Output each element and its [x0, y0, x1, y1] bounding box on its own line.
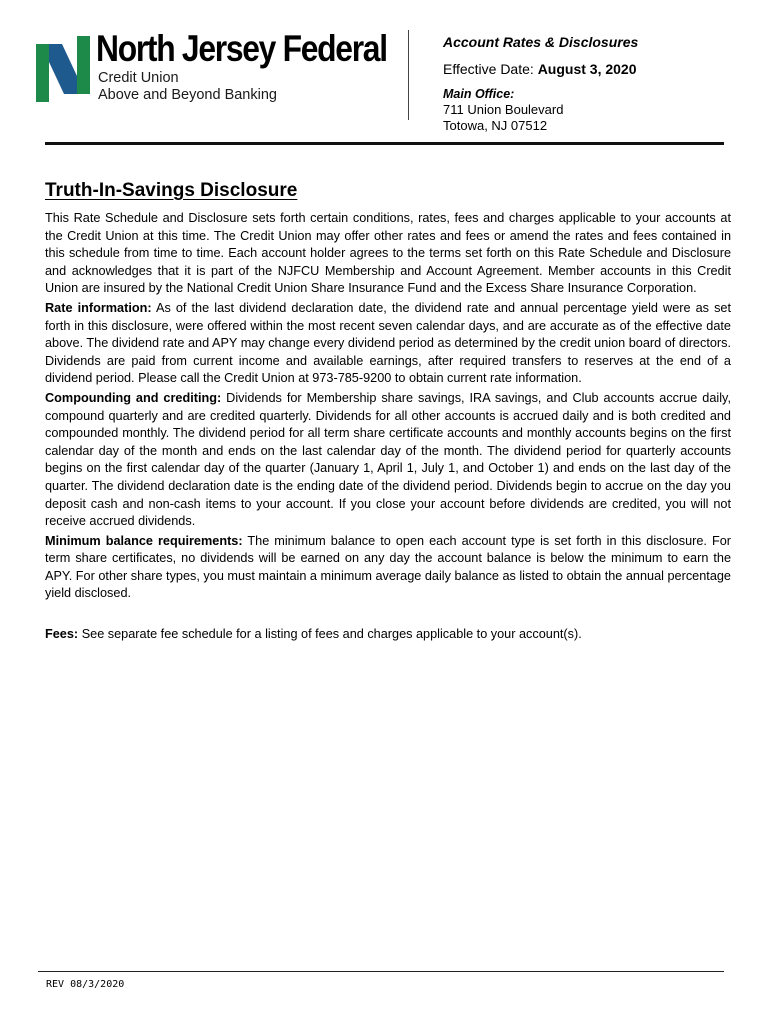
footer-rule: [38, 971, 724, 972]
doc-title: Account Rates & Disclosures: [443, 34, 639, 50]
header-info: [443, 33, 743, 134]
header-rule: [45, 142, 724, 145]
njfcu-logo-icon: [36, 36, 90, 102]
effective-date-value: August 3, 2020: [537, 61, 637, 77]
effective-date-line: [443, 60, 743, 78]
main-office-label: Main Office:: [443, 87, 515, 101]
disclosure-body: [45, 210, 731, 644]
logo-left-bar: [36, 44, 49, 102]
section-compounding: [45, 390, 731, 531]
logo-right-bar: [77, 36, 90, 94]
brand-tagline: Above and Beyond Banking: [98, 87, 277, 103]
section-text: See separate fee schedule for a listing of fees and charges applicable to your account(s).: [81, 627, 582, 642]
header-divider: [408, 30, 409, 120]
section-heading: Minimum balance requirements:: [45, 533, 243, 548]
brand-logo: [36, 28, 396, 106]
page-title: Truth-In-Savings Disclosure: [45, 180, 298, 201]
brand-name: North Jersey Federal: [96, 28, 387, 69]
section-heading: Fees:: [45, 627, 79, 642]
address-line-1: 711 Union Boulevard: [443, 102, 564, 117]
address-line-2: Totowa, NJ 07512: [443, 118, 548, 133]
section-text: The minimum balance to open each account type is set forth in this disclosure. For term share certificates, no dividends will be earned on any day the account balance is below the minimum to earn the APY. For other share types, you must maintain a minimum average daily balance as listed to obtain the annual percentage yield disclosed.: [45, 533, 731, 601]
revision-label: REV 08/3/2020: [46, 979, 125, 990]
effective-date-label: Effective Date:: [443, 61, 534, 77]
section-text: Dividends for Membership share savings, IRA savings, and Club accounts accrue daily, compound quarterly and are credited quarterly. Dividends for all other accounts is accrued daily and is both credited and compounded monthly. The dividend period for all term share certificate accounts and monthly accounts begins on the first calendar day of the month and ends on the last calendar day of the month. The dividend period for quarterly accounts begins on the first calendar day of the quarter (January 1, April 1, July 1, and October 1) and ends on the last day of the quarter. The dividend declaration date is the ending date of the dividend period. Dividends begin to accrue on the day you deposit cash and non-cash items to your account. If you close your account before dividends are credited, you will not receive accrued dividends.: [45, 390, 731, 529]
section-heading: Rate information:: [45, 300, 152, 315]
section-minimum-balance: [45, 533, 731, 603]
logo-diagonal: [49, 44, 77, 94]
brand-subtitle: Credit Union: [98, 70, 179, 86]
section-text: As of the last dividend declaration date, the dividend rate and annual percentage yield were as set forth in this disclosure, were offered within the most recent seven calendar days, and are accurate as of the effective date above. The dividend rate and APY may change every dividend period as determined by the credit union board of directors. Dividends are paid from current income and available earnings, after required transfers to reserves at the end of a dividend period. Please call the Credit Union at 973-785-9200 to obtain current rate information.: [45, 300, 732, 386]
section-rate-information: [45, 300, 731, 388]
section-fees: [45, 626, 731, 644]
intro-paragraph: This Rate Schedule and Disclosure sets forth certain conditions, rates, fees and charges applicable to your accounts at the Credit Union at this time. The Credit Union may offer other rates and fees or amend the rates and fees contained in this schedule from time to time. Each account holder agrees to the terms set forth on this Rate Schedule and Disclosure and acknowledges that it is part of the NJFCU Membership and Account Agreement. Member accounts in this Credit Union are insured by the National Credit Union Share Insurance Fund and the Excess Share Insurance Corporation.: [45, 211, 731, 296]
section-heading: Compounding and crediting:: [45, 390, 222, 405]
